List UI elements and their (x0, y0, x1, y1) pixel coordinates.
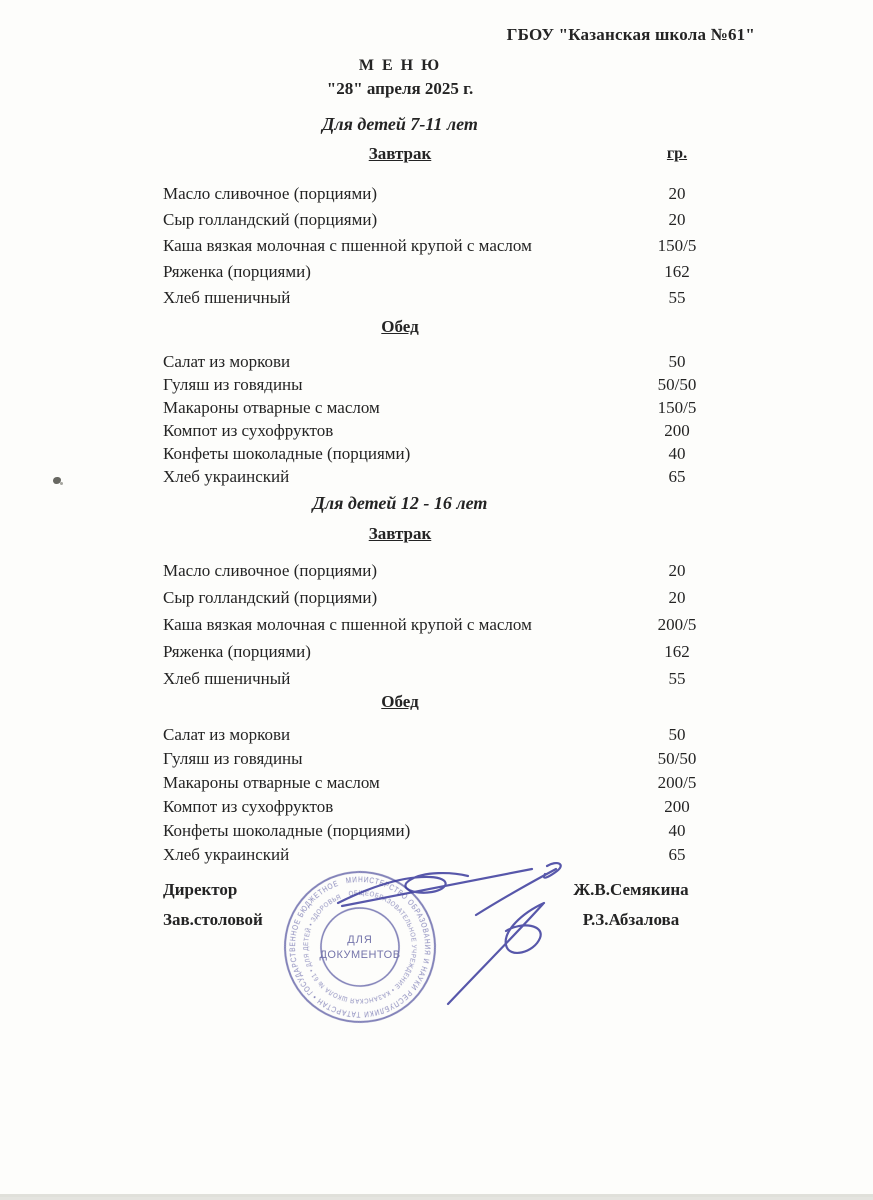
dish-name: Макароны отварные с маслом (163, 773, 380, 792)
stamp-center-text-line2: ДОКУМЕНТОВ (319, 949, 401, 961)
menu-date: "28" апреля 2025 г. (326, 79, 474, 98)
dish-amount: 50/50 (657, 749, 697, 768)
dish-amount: 200 (664, 421, 690, 440)
signature-person-name: Ж.В.Семякина (573, 880, 689, 899)
menu-item-row (60, 442, 740, 465)
dish-name: Ряженка (порциями) (163, 262, 311, 281)
menu-item-row (60, 350, 740, 373)
dish-amount: 200/5 (657, 615, 697, 634)
menu-item-row (60, 795, 740, 819)
dish-amount: 65 (668, 845, 686, 864)
stamp-ring-outer-text: МИНИСТЕРСТВО ОБРАЗОВАНИЯ И НАУКИ РЕСПУБЛИКИ ТАТАРСТАН • ГОСУДАРСТВЕННОЕ БЮДЖЕТНОЕ (287, 874, 433, 1020)
menu-item-row (60, 638, 740, 665)
menu-content (60, 57, 740, 930)
age-group-title-12-16: Для детей 12 - 16 лет (312, 493, 488, 513)
menu-item-row (60, 181, 740, 207)
dish-name: Хлеб пшеничный (163, 669, 291, 688)
menu-item-row (60, 373, 740, 396)
dish-amount: 20 (668, 184, 686, 203)
menu-item-row (60, 285, 740, 311)
menu-item-row (60, 843, 740, 867)
stamp-center-text-line1: ДЛЯ (347, 934, 373, 946)
dish-amount: 200/5 (657, 773, 697, 792)
dish-amount: 20 (668, 210, 686, 229)
dish-name: Конфеты шоколадные (порциями) (163, 444, 411, 463)
stamp-ring-inner-text: ОБЩЕОБРАЗОВАТЕЛЬНОЕ УЧРЕЖДЕНИЕ • КАЗАНСКАЯ ШКОЛА № 61 • ДЛЯ ДЕТЕЙ • ЗДОРОВЬЯ (302, 889, 417, 1005)
dish-amount: 55 (668, 288, 686, 307)
menu-item-row (60, 611, 740, 638)
dish-amount: 55 (668, 669, 686, 688)
dish-amount: 20 (668, 561, 686, 580)
menu-item-row (60, 557, 740, 584)
dish-name: Салат из моркови (163, 725, 291, 744)
signature-role: Директор (163, 880, 238, 899)
dish-name: Масло сливочное (порциями) (163, 184, 377, 203)
meal-header-row (60, 144, 740, 165)
dish-name: Хлеб украинский (163, 845, 290, 864)
dish-name: Хлеб пшеничный (163, 288, 291, 307)
dish-name: Сыр голландский (порциями) (163, 210, 378, 229)
dish-amount: 162 (664, 642, 690, 661)
dish-amount: 150/5 (657, 398, 697, 417)
menu-item-row (60, 771, 740, 795)
menu-item-row (60, 419, 740, 442)
organization-header: ГБОУ "Казанская школа №61" (506, 25, 755, 44)
dish-amount: 20 (668, 588, 686, 607)
dish-amount: 40 (668, 821, 686, 840)
dish-name: Салат из моркови (163, 352, 291, 371)
dish-name: Каша вязкая молочная с пшенной крупой с маслом (163, 236, 532, 255)
lunch-items-7-11 (60, 350, 740, 488)
menu-item-row (60, 747, 740, 771)
meal-header-row (60, 317, 740, 338)
signature-role: Зав.столовой (163, 910, 263, 929)
dish-name: Компот из сухофруктов (163, 421, 334, 440)
dish-amount: 40 (668, 444, 686, 463)
dish-name: Каша вязкая молочная с пшенной крупой с маслом (163, 615, 532, 634)
menu-item-row (60, 723, 740, 747)
menu-item-row (60, 819, 740, 843)
dish-amount: 50 (668, 725, 686, 744)
dish-amount: 50/50 (657, 375, 697, 394)
meal-header-row (60, 692, 740, 713)
dish-amount: 50 (668, 352, 686, 371)
menu-item-row (60, 465, 740, 488)
menu-title: М Е Н Ю (358, 57, 442, 74)
stamp-inner-circle (314, 901, 407, 994)
menu-item-row (60, 665, 740, 692)
meal-name-lunch: Обед (381, 317, 419, 336)
dish-name: Макароны отварные с маслом (163, 398, 380, 417)
dish-name: Ряженка (порциями) (163, 642, 311, 661)
meal-name-breakfast: Завтрак (368, 524, 432, 543)
menu-item-row (60, 207, 740, 233)
dish-amount: 150/5 (657, 236, 697, 255)
age-group-title-7-11: Для детей 7-11 лет (322, 114, 478, 134)
official-round-stamp (281, 868, 439, 1026)
meal-header-row (60, 524, 740, 545)
dish-amount: 162 (664, 262, 690, 281)
dish-name: Компот из сухофруктов (163, 797, 334, 816)
breakfast-items-7-11 (60, 181, 740, 311)
dish-name: Гуляш из говядины (163, 749, 303, 768)
menu-item-row (60, 233, 740, 259)
dish-amount: 65 (668, 467, 686, 486)
dish-name: Хлеб украинский (163, 467, 290, 486)
lunch-items-12-16 (60, 723, 740, 867)
meal-name-breakfast: Завтрак (368, 144, 432, 163)
dish-name: Масло сливочное (порциями) (163, 561, 377, 580)
amount-column-header: гр. (666, 145, 688, 162)
meal-name-lunch: Обед (381, 692, 419, 711)
breakfast-items-12-16 (60, 557, 740, 692)
menu-item-row (60, 584, 740, 611)
dish-name: Сыр голландский (порциями) (163, 588, 378, 607)
signature-person-name: Р.З.Абзалова (582, 910, 680, 929)
menu-item-row (60, 396, 740, 419)
dish-name: Конфеты шоколадные (порциями) (163, 821, 411, 840)
dish-name: Гуляш из говядины (163, 375, 303, 394)
menu-item-row (60, 259, 740, 285)
dish-amount: 200 (664, 797, 690, 816)
ink-speck-artifact (60, 482, 63, 485)
